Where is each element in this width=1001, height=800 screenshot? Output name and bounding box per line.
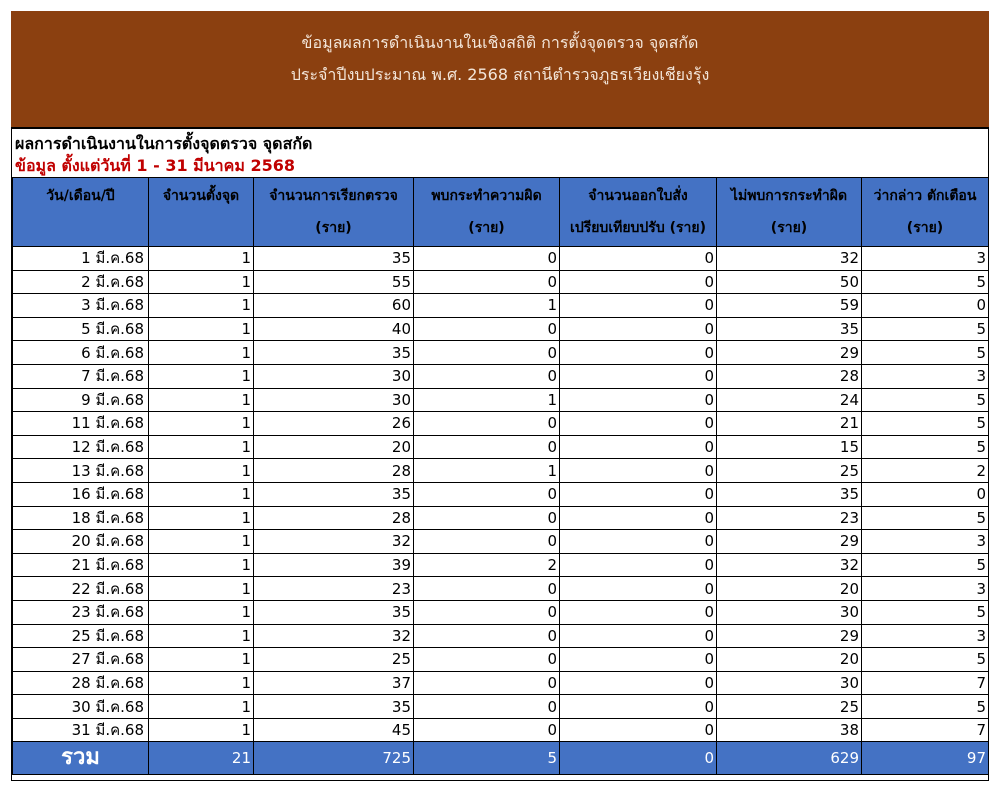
value-cell: 3	[862, 364, 989, 388]
value-cell: 1	[149, 270, 254, 294]
date-cell: 5 มี.ค.68	[13, 317, 149, 341]
value-cell: 35	[254, 482, 414, 506]
value-cell: 30	[254, 388, 414, 412]
value-cell: 59	[717, 294, 862, 318]
total-cell: 629	[717, 742, 862, 775]
value-cell: 0	[862, 294, 989, 318]
value-cell: 2	[414, 553, 560, 577]
value-cell: 5	[862, 695, 989, 719]
value-cell: 25	[254, 648, 414, 672]
value-cell: 1	[149, 435, 254, 459]
date-cell: 25 มี.ค.68	[13, 624, 149, 648]
table-row	[13, 553, 989, 577]
value-cell: 1	[149, 553, 254, 577]
date-cell: 2 มี.ค.68	[13, 270, 149, 294]
value-cell: 0	[560, 294, 717, 318]
value-cell: 3	[862, 577, 989, 601]
value-cell: 5	[862, 506, 989, 530]
table-row	[13, 648, 989, 672]
value-cell: 35	[254, 695, 414, 719]
value-cell: 0	[414, 247, 560, 271]
value-cell: 1	[149, 482, 254, 506]
value-cell: 0	[414, 577, 560, 601]
date-cell: 20 มี.ค.68	[13, 530, 149, 554]
value-cell: 5	[862, 553, 989, 577]
table-row	[13, 695, 989, 719]
value-cell: 0	[414, 648, 560, 672]
header-sub: (ราย)	[770, 220, 808, 236]
value-cell: 29	[717, 341, 862, 365]
value-cell: 0	[414, 364, 560, 388]
value-cell: 3	[862, 530, 989, 554]
table-row	[13, 435, 989, 459]
value-cell: 7	[862, 671, 989, 695]
value-cell: 1	[149, 341, 254, 365]
value-cell: 35	[254, 600, 414, 624]
header-label: ว่ากล่าว ตักเตือน	[873, 188, 977, 204]
date-cell: 18 มี.ค.68	[13, 506, 149, 530]
value-cell: 1	[149, 530, 254, 554]
value-cell: 1	[149, 577, 254, 601]
total-cell: 5	[414, 742, 560, 775]
value-cell: 0	[560, 506, 717, 530]
value-cell: 1	[149, 388, 254, 412]
value-cell: 5	[862, 600, 989, 624]
value-cell: 0	[414, 435, 560, 459]
value-cell: 1	[414, 294, 560, 318]
value-cell: 35	[717, 317, 862, 341]
header-label: จำนวนการเรียกตรวจ	[269, 188, 398, 204]
value-cell: 0	[862, 482, 989, 506]
date-cell: 22 มี.ค.68	[13, 577, 149, 601]
value-cell: 0	[414, 624, 560, 648]
header-sub: (ราย)	[906, 220, 944, 236]
header-checkpoints	[149, 178, 254, 247]
value-cell: 20	[717, 577, 862, 601]
value-cell: 0	[560, 624, 717, 648]
value-cell: 35	[254, 247, 414, 271]
date-cell: 13 มี.ค.68	[13, 459, 149, 483]
total-cell: 21	[149, 742, 254, 775]
value-cell: 35	[254, 341, 414, 365]
table-row	[13, 577, 989, 601]
table-row	[13, 364, 989, 388]
header-warnings	[862, 178, 989, 247]
value-cell: 30	[254, 364, 414, 388]
table-body	[13, 247, 989, 742]
value-cell: 32	[254, 530, 414, 554]
value-cell: 1	[149, 648, 254, 672]
date-cell: 7 มี.ค.68	[13, 364, 149, 388]
value-cell: 1	[149, 695, 254, 719]
value-cell: 0	[560, 648, 717, 672]
value-cell: 0	[560, 364, 717, 388]
value-cell: 0	[560, 600, 717, 624]
value-cell: 1	[414, 388, 560, 412]
header-offenses	[414, 178, 560, 247]
table-row	[13, 270, 989, 294]
date-cell: 12 มี.ค.68	[13, 435, 149, 459]
table-row	[13, 388, 989, 412]
header-label: พบกระทำความผิด	[431, 188, 542, 204]
table-row	[13, 506, 989, 530]
value-cell: 45	[254, 718, 414, 742]
header-date	[13, 178, 149, 247]
value-cell: 5	[862, 435, 989, 459]
value-cell: 25	[717, 459, 862, 483]
value-cell: 39	[254, 553, 414, 577]
sheet-caption: ผลการดำเนินงานในการตั้งจุดตรวจ จุดสกัด	[15, 134, 313, 153]
value-cell: 1	[149, 671, 254, 695]
header-tickets	[560, 178, 717, 247]
value-cell: 55	[254, 270, 414, 294]
value-cell: 0	[560, 482, 717, 506]
value-cell: 5	[862, 270, 989, 294]
header-label: ไม่พบการกระทำผิด	[730, 188, 848, 204]
header-inspections	[254, 178, 414, 247]
total-cell: 0	[560, 742, 717, 775]
total-label: รวม	[13, 742, 149, 775]
report-banner	[11, 11, 989, 127]
header-sub: (ราย)	[315, 220, 352, 236]
table-row	[13, 530, 989, 554]
sheet-period: ข้อมูล ตั้งแต่วันที่ 1 - 31 มีนาคม 2568	[15, 156, 295, 175]
value-cell: 0	[414, 412, 560, 436]
value-cell: 0	[414, 530, 560, 554]
value-cell: 50	[717, 270, 862, 294]
value-cell: 1	[149, 624, 254, 648]
value-cell: 0	[560, 435, 717, 459]
table-row	[13, 412, 989, 436]
date-cell: 28 มี.ค.68	[13, 671, 149, 695]
value-cell: 23	[254, 577, 414, 601]
value-cell: 0	[560, 317, 717, 341]
table-total-row	[13, 742, 989, 775]
value-cell: 0	[560, 530, 717, 554]
banner-title-line1: ข้อมูลผลการดำเนินงานในเชิงสถิติ การตั้งจุดตรวจ จุดสกัด	[301, 33, 699, 52]
value-cell: 1	[149, 718, 254, 742]
value-cell: 28	[717, 364, 862, 388]
value-cell: 24	[717, 388, 862, 412]
banner-title-line2: ประจำปีงบประมาณ พ.ศ. 2568 สถานีตำรวจภูธรเวียงเชียงรุ้ง	[290, 65, 710, 84]
value-cell: 30	[717, 600, 862, 624]
value-cell: 0	[560, 671, 717, 695]
report-sheet	[11, 127, 989, 781]
value-cell: 1	[149, 364, 254, 388]
value-cell: 29	[717, 530, 862, 554]
value-cell: 1	[149, 412, 254, 436]
value-cell: 26	[254, 412, 414, 436]
date-cell: 16 มี.ค.68	[13, 482, 149, 506]
value-cell: 0	[560, 412, 717, 436]
value-cell: 3	[862, 624, 989, 648]
date-cell: 9 มี.ค.68	[13, 388, 149, 412]
value-cell: 0	[560, 553, 717, 577]
value-cell: 28	[254, 459, 414, 483]
header-sub	[152, 212, 250, 244]
value-cell: 5	[862, 341, 989, 365]
total-cell: 97	[862, 742, 989, 775]
table-row	[13, 341, 989, 365]
header-sub: (ราย)	[468, 220, 505, 236]
date-cell: 27 มี.ค.68	[13, 648, 149, 672]
value-cell: 35	[717, 482, 862, 506]
value-cell: 0	[414, 317, 560, 341]
value-cell: 0	[414, 671, 560, 695]
table-row	[13, 624, 989, 648]
value-cell: 0	[414, 695, 560, 719]
value-cell: 1	[149, 247, 254, 271]
header-label: จำนวนตั้งจุด	[162, 188, 240, 204]
value-cell: 0	[414, 506, 560, 530]
header-sub	[16, 212, 145, 244]
value-cell: 32	[717, 553, 862, 577]
value-cell: 37	[254, 671, 414, 695]
value-cell: 0	[414, 270, 560, 294]
value-cell: 38	[717, 718, 862, 742]
header-sub: เปรียบเทียบปรับ (ราย)	[570, 220, 706, 236]
table-row	[13, 600, 989, 624]
value-cell: 0	[414, 600, 560, 624]
value-cell: 0	[414, 482, 560, 506]
value-cell: 32	[717, 247, 862, 271]
value-cell: 1	[414, 459, 560, 483]
value-cell: 0	[560, 459, 717, 483]
date-cell: 3 มี.ค.68	[13, 294, 149, 318]
date-cell: 23 มี.ค.68	[13, 600, 149, 624]
value-cell: 0	[560, 270, 717, 294]
table-row	[13, 317, 989, 341]
value-cell: 5	[862, 648, 989, 672]
value-cell: 0	[414, 718, 560, 742]
value-cell: 25	[717, 695, 862, 719]
value-cell: 20	[717, 648, 862, 672]
value-cell: 0	[414, 341, 560, 365]
value-cell: 7	[862, 718, 989, 742]
value-cell: 0	[560, 577, 717, 601]
value-cell: 1	[149, 459, 254, 483]
value-cell: 30	[717, 671, 862, 695]
value-cell: 40	[254, 317, 414, 341]
value-cell: 0	[560, 341, 717, 365]
value-cell: 20	[254, 435, 414, 459]
value-cell: 1	[149, 506, 254, 530]
total-cell: 725	[254, 742, 414, 775]
date-cell: 11 มี.ค.68	[13, 412, 149, 436]
value-cell: 0	[560, 388, 717, 412]
value-cell: 15	[717, 435, 862, 459]
value-cell: 29	[717, 624, 862, 648]
value-cell: 1	[149, 600, 254, 624]
date-cell: 31 มี.ค.68	[13, 718, 149, 742]
header-label: จำนวนออกใบสั่ง	[588, 188, 688, 204]
value-cell: 32	[254, 624, 414, 648]
value-cell: 1	[149, 317, 254, 341]
table-row	[13, 294, 989, 318]
date-cell: 1 มี.ค.68	[13, 247, 149, 271]
checkpoint-table	[12, 177, 989, 775]
value-cell: 0	[560, 718, 717, 742]
value-cell: 23	[717, 506, 862, 530]
date-cell: 6 มี.ค.68	[13, 341, 149, 365]
value-cell: 0	[560, 695, 717, 719]
table-row	[13, 718, 989, 742]
value-cell: 60	[254, 294, 414, 318]
header-no-offense	[717, 178, 862, 247]
table-row	[13, 459, 989, 483]
value-cell: 5	[862, 412, 989, 436]
value-cell: 0	[560, 247, 717, 271]
value-cell: 21	[717, 412, 862, 436]
value-cell: 28	[254, 506, 414, 530]
header-label: วัน/เดือน/ปี	[46, 188, 115, 204]
value-cell: 3	[862, 247, 989, 271]
date-cell: 30 มี.ค.68	[13, 695, 149, 719]
value-cell: 5	[862, 388, 989, 412]
table-row	[13, 247, 989, 271]
value-cell: 1	[149, 294, 254, 318]
value-cell: 5	[862, 317, 989, 341]
date-cell: 21 มี.ค.68	[13, 553, 149, 577]
table-header-row	[13, 178, 989, 247]
value-cell: 2	[862, 459, 989, 483]
table-row	[13, 482, 989, 506]
table-row	[13, 671, 989, 695]
